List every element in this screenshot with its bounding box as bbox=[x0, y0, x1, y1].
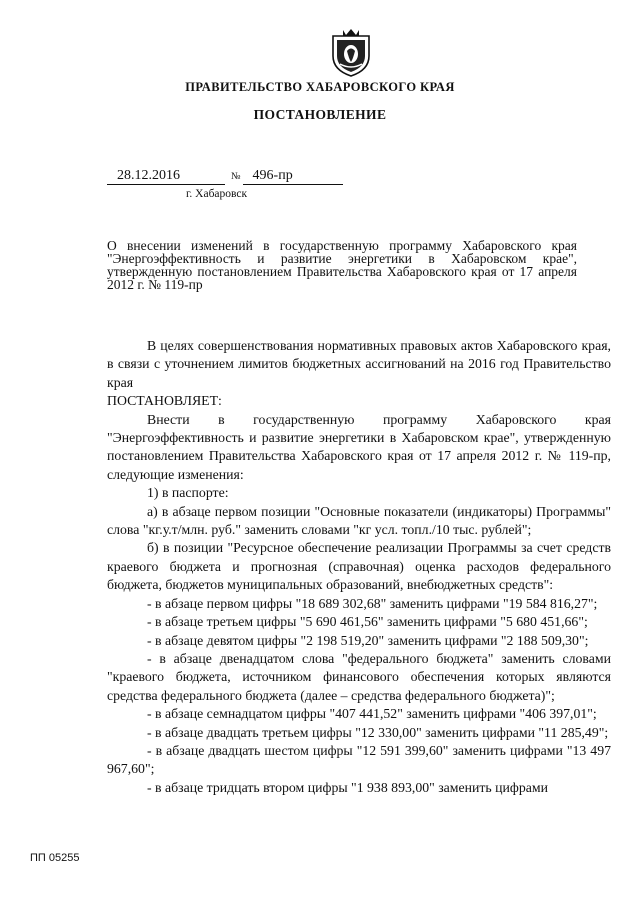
document-number: 496-пр bbox=[243, 168, 343, 185]
paragraph: б) в позиции "Ресурсное обеспечение реализации Программы за счет средств краевого бюджета и прогнозная (справочная) оценка расходов федерального бюджета, бюджетов муниципальных образований, внебюджетных средств": bbox=[107, 540, 611, 593]
paragraph: - в абзаце семнадцатом цифры "407 441,52" заменить цифрами "406 397,01"; bbox=[147, 706, 597, 722]
paragraph: 1) в паспорте: bbox=[147, 485, 229, 501]
paragraph: - в абзаце первом цифры "18 689 302,68" заменить цифрами "19 584 816,27"; bbox=[147, 595, 598, 611]
paragraph: - в абзаце двадцать третьем цифры "12 330,00" заменить цифрами "11 285,49"; bbox=[147, 724, 609, 740]
document-subject: О внесении изменений в государственную программу Хабаровского края "Энергоэффективность и развитие энергетики в Хабаровском крае", утвержденную постановлением Правительства Хабаровского края от 17 апреля 2012 г. № 119-пр bbox=[107, 238, 577, 292]
document-type: ПОСТАНОВЛЕНИЕ bbox=[253, 107, 387, 122]
document-date: 28.12.2016 bbox=[107, 168, 225, 185]
footer-code: ПП 05255 bbox=[30, 852, 80, 864]
paragraph-decree: ПОСТАНОВЛЯЕТ: bbox=[107, 393, 222, 409]
paragraph: а) в абзаце первом позиции "Основные показатели (индикаторы) Программы" слова "кг.у.т/млн. руб." заменить словами "кг усл. топл./10 тыс. рублей"; bbox=[107, 503, 611, 538]
paragraph: - в абзаце третьем цифры "5 690 461,56" заменить цифрами "5 680 451,66"; bbox=[147, 614, 588, 630]
paragraph: - в абзаце двенадцатом слова "федерального бюджета" заменить словами "краевого бюджета, источником финансового обеспечения которых являются средства федерального бюджета (далее – средства федерального бюджета)"; bbox=[107, 650, 611, 703]
number-sign: № bbox=[231, 171, 241, 182]
paragraph: - в абзаце двадцать шестом цифры "12 591 399,60" заменить цифрами "13 497 967,60"; bbox=[107, 742, 611, 777]
coat-of-arms-icon bbox=[329, 26, 373, 78]
city: г. Хабаровск bbox=[186, 188, 248, 200]
paragraph: Внести в государственную программу Хабаровского края "Энергоэффективность и развитие энергетики в Хабаровском крае", утвержденную постановлением Правительства Хабаровского края от 17 апреля 2012 г. № 119-пр, следующие изменения: bbox=[107, 411, 611, 482]
document-body bbox=[107, 337, 611, 797]
date-number-line bbox=[107, 168, 343, 185]
paragraph: В целях совершенствования нормативных правовых актов Хабаровского края, в связи с уточнением лимитов бюджетных ассигнований на 2016 год Правительство края bbox=[107, 338, 611, 390]
paragraph: - в абзаце тридцать втором цифры "1 938 893,00" заменить цифрами bbox=[147, 779, 549, 795]
paragraph: - в абзаце девятом цифры "2 198 519,20" заменить цифрами "2 188 509,30"; bbox=[147, 632, 589, 648]
government-name: ПРАВИТЕЛЬСТВО ХАБАРОВСКОГО КРАЯ bbox=[185, 80, 455, 94]
